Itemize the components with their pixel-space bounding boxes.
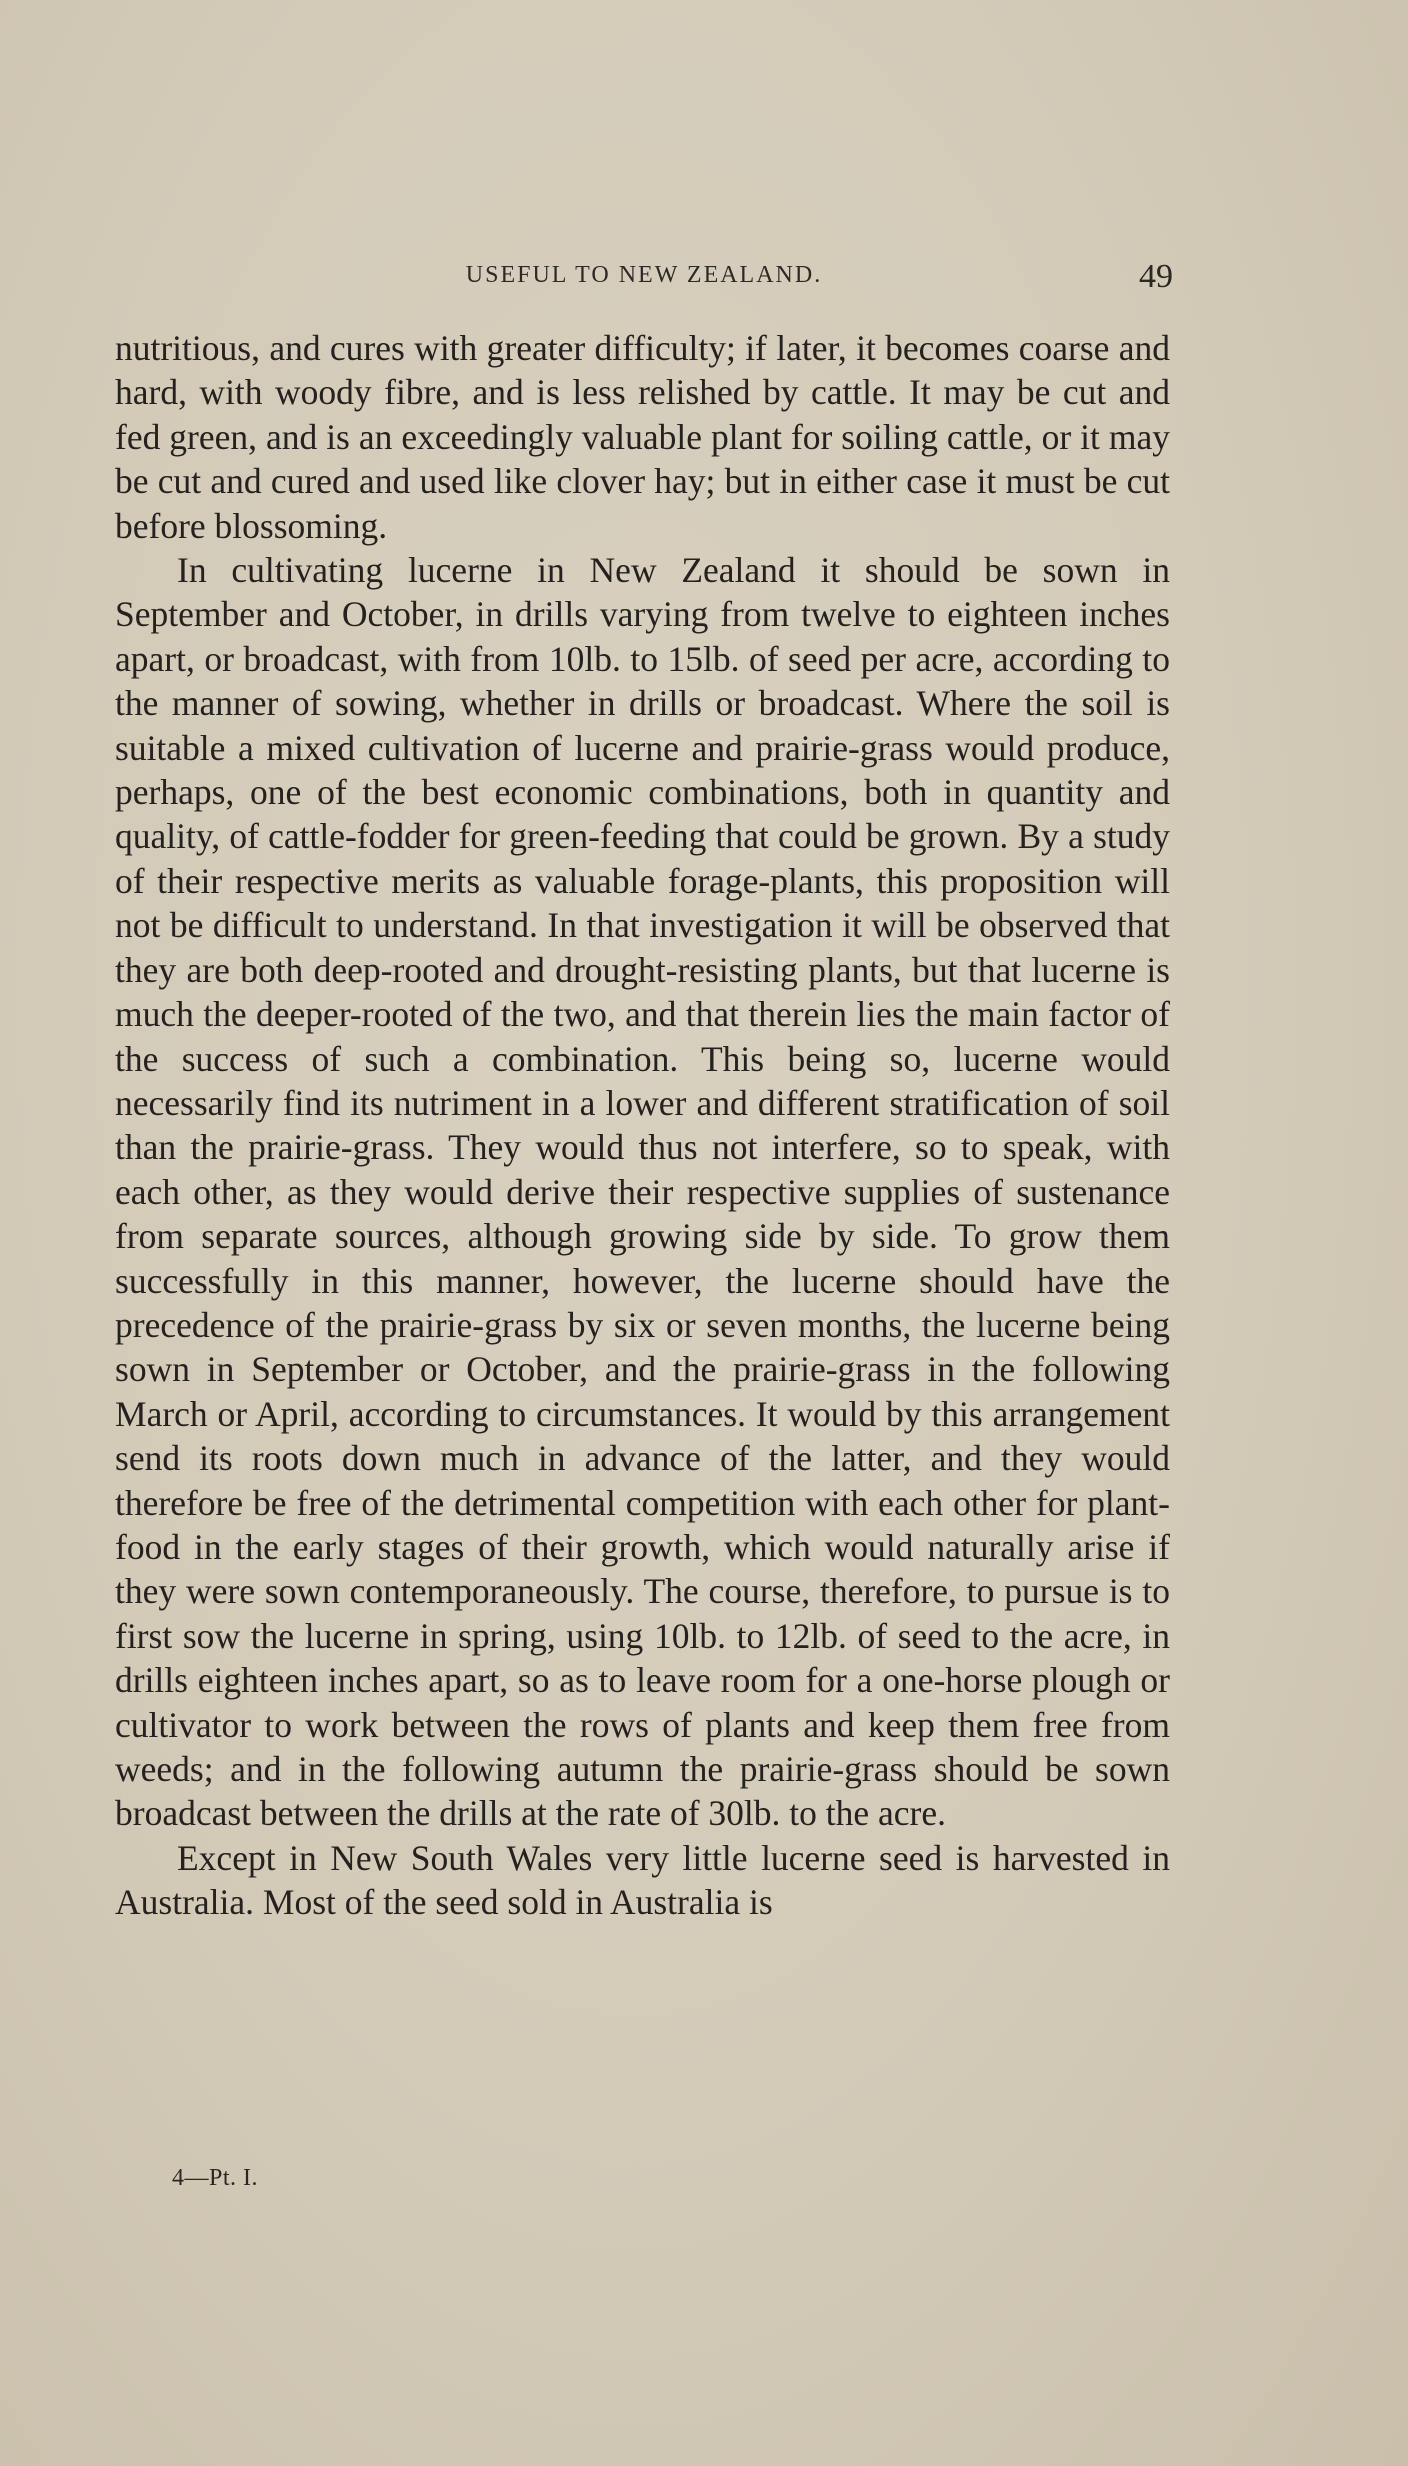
body-text [115, 326, 1170, 1925]
running-title: USEFUL TO NEW ZEALAND. [465, 262, 823, 288]
running-head [115, 258, 1173, 298]
paragraph-cultivating-lucerne: In cultivating lucerne in New Zealand it should be sown in September and October, in drills varying from twelve to eighteen inches apart, or broadcast, with from 10lb. to 15lb. of seed per acre, according to the manner of sowing, whether in drills or broadcast. Where the soil is suitable a mixed cultivation of lucerne and prairie-grass would produce, perhaps, one of the best economic combinations, both in quantity and quality, of cattle-fodder for green-feeding that could be grown. By a study of their respective merits as valuable forage-plants, this proposition will not be difficult to understand. In that investigation it will be observed that they are both deep-rooted and drought-resisting plants, but that lucerne is much the deeper-rooted of the two, and that therein lies the main factor of the success of such a combination. This being so, lucerne would necessarily find its nutriment in a lower and different stratification of soil than the prairie-grass. They would thus not interfere, so to speak, with each other, as they would derive their respective supplies of sustenance from separate sources, although growing side by side. To grow them successfully in this manner, however, the lucerne should have the precedence of the prairie-grass by six or seven months, the lucerne being sown in September or October, and the prairie-grass in the following March or April, according to circumstances. It would by this arrangement send its roots down much in advance of the latter, and they would therefore be free of the detrimental competition with each other for plant-food in the early stages of their growth, which would naturally arise if they were sown contemporaneously. The course, therefore, to pursue is to first sow the lucerne in spring, using 10lb. to 12lb. of seed to the acre, in drills eighteen inches apart, so as to leave room for a one-horse plough or cultivator to work between the rows of plants and keep them free from weeds; and in the following autumn the prairie-grass should be sown broadcast between the drills at the rate of 30lb. to the acre. [115, 550, 1170, 1834]
paragraph-seed-harvest: Except in New South Wales very little lucerne seed is harvested in Australia. Most of the seed sold in Australia is [115, 1837, 1170, 1923]
paragraph-continued: nutritious, and cures with greater difficulty; if later, it becomes coarse and hard, with woody fibre, and is less relished by cattle. It may be cut and fed green, and is an exceedingly valuable plant for soiling cattle, or it may be cut and cured and used like clover hay; but in either case it must be cut before blossoming. [115, 328, 1170, 546]
page-number: 49 [1139, 258, 1173, 295]
printer-signature: 4—Pt. I. [172, 2165, 259, 2191]
